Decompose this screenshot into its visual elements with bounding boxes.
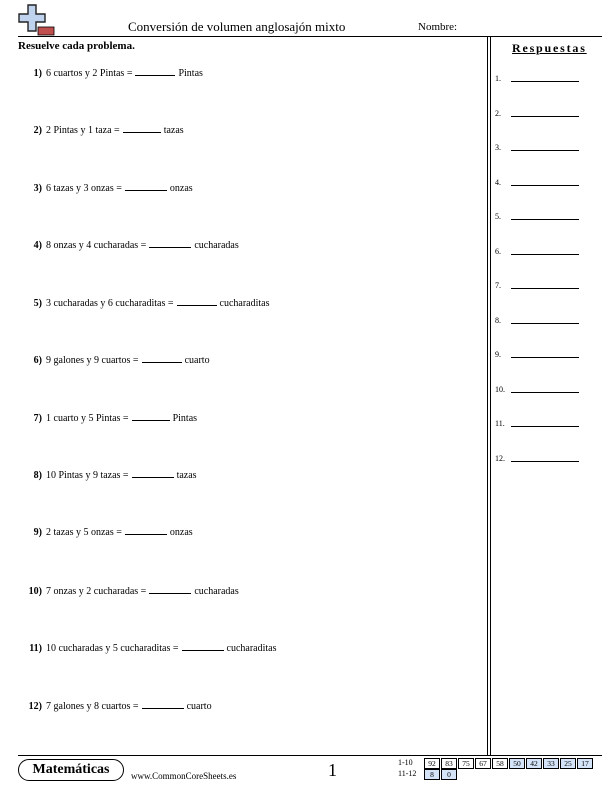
problem-text: 7 onzas y 2 cucharadas = bbox=[46, 586, 147, 597]
problem-number: 4) bbox=[33, 240, 42, 251]
problem-item bbox=[18, 123, 184, 136]
answer-label: 4. bbox=[495, 177, 501, 187]
problem-item bbox=[18, 353, 210, 366]
answer-label: 3. bbox=[495, 143, 501, 152]
answer-label: 6. bbox=[495, 246, 501, 256]
answer-line[interactable] bbox=[511, 81, 579, 82]
problem-unit: cuarto bbox=[186, 701, 212, 712]
problem-item bbox=[18, 66, 203, 79]
problem-item bbox=[18, 296, 270, 309]
problem-unit: onzas bbox=[169, 527, 193, 538]
problem-item bbox=[18, 181, 193, 194]
score-row-label: 11-12 bbox=[398, 769, 417, 778]
footer-rule bbox=[18, 755, 602, 756]
answer-blank[interactable] bbox=[142, 353, 182, 363]
problem-item bbox=[18, 468, 197, 481]
problem-text: 10 cucharadas y 5 cucharaditas = bbox=[46, 643, 179, 654]
score-cell: 67 bbox=[475, 758, 491, 769]
score-cell: 58 bbox=[492, 758, 508, 769]
problem-number: 2) bbox=[33, 125, 42, 136]
answer-label: 5. bbox=[495, 212, 501, 221]
problem-unit: Pintas bbox=[178, 68, 203, 79]
score-cell: 33 bbox=[543, 758, 559, 769]
page-title: Conversión de volumen anglosajón mixto bbox=[128, 19, 346, 34]
brand-badge: Matemáticas bbox=[18, 759, 124, 781]
name-label: Nombre: bbox=[418, 21, 458, 33]
problem-text: 7 galones y 8 cuartos = bbox=[46, 701, 139, 712]
answer-label: 10. bbox=[495, 384, 505, 394]
answer-blank[interactable] bbox=[149, 238, 191, 248]
answer-label: 7. bbox=[495, 281, 501, 290]
problem-item bbox=[18, 238, 239, 251]
problem-number: 5) bbox=[33, 298, 42, 309]
problem-text: 8 onzas y 4 cucharadas = bbox=[46, 240, 147, 251]
column-divider bbox=[490, 37, 491, 755]
problem-number: 9) bbox=[33, 527, 42, 538]
problem-number: 6) bbox=[33, 355, 42, 366]
problem-item bbox=[18, 411, 197, 424]
answer-label: 12. bbox=[495, 453, 505, 463]
answer-line[interactable] bbox=[511, 392, 579, 393]
problem-item bbox=[18, 699, 212, 712]
problem-text: 2 Pintas y 1 taza = bbox=[46, 125, 120, 136]
problem-item bbox=[18, 584, 239, 597]
answer-line[interactable] bbox=[511, 288, 579, 289]
answer-line[interactable] bbox=[511, 254, 579, 255]
answer-line[interactable] bbox=[511, 116, 579, 117]
answer-blank[interactable] bbox=[125, 181, 167, 191]
score-cell: 42 bbox=[526, 758, 542, 769]
answer-blank[interactable] bbox=[132, 411, 170, 421]
answers-title: Respuestas bbox=[512, 41, 587, 55]
problem-unit: Pintas bbox=[172, 413, 198, 424]
header-rule bbox=[18, 36, 602, 37]
problem-number: 8) bbox=[33, 470, 42, 481]
score-cell: 8 bbox=[424, 769, 440, 780]
answer-line[interactable] bbox=[511, 219, 579, 220]
score-cell: 83 bbox=[441, 758, 457, 769]
answer-line[interactable] bbox=[511, 185, 579, 186]
problem-text: 6 tazas y 3 onzas = bbox=[46, 183, 122, 194]
problem-number: 3) bbox=[33, 183, 42, 194]
problem-unit: cucharadas bbox=[194, 240, 239, 251]
answer-blank[interactable] bbox=[125, 525, 167, 535]
answer-line[interactable] bbox=[511, 150, 579, 151]
answer-line[interactable] bbox=[511, 461, 579, 462]
score-cell: 92 bbox=[424, 758, 440, 769]
problem-number: 11) bbox=[29, 643, 42, 654]
answer-label: 8. bbox=[495, 315, 501, 325]
answer-label: 9. bbox=[495, 350, 501, 359]
site-url: www.CommonCoreSheets.es bbox=[131, 771, 237, 781]
problem-text: 3 cucharadas y 6 cucharaditas = bbox=[46, 298, 174, 309]
instructions: Resuelve cada problema. bbox=[18, 40, 135, 52]
problem-text: 2 tazas y 5 onzas = bbox=[46, 527, 122, 538]
score-row-label: 1-10 bbox=[398, 758, 413, 767]
problem-unit: onzas bbox=[169, 183, 193, 194]
score-cell: 25 bbox=[560, 758, 576, 769]
answer-line[interactable] bbox=[511, 426, 579, 427]
answer-blank[interactable] bbox=[177, 296, 217, 306]
problem-unit: cuarto bbox=[184, 355, 210, 366]
answer-blank[interactable] bbox=[132, 468, 174, 478]
problem-text: 9 galones y 9 cuartos = bbox=[46, 355, 139, 366]
answer-blank[interactable] bbox=[123, 123, 161, 133]
problem-item bbox=[18, 641, 277, 654]
problem-unit: cucharaditas bbox=[226, 643, 277, 654]
score-cell: 50 bbox=[509, 758, 525, 769]
page-number: 1 bbox=[328, 760, 337, 780]
problem-text: 6 cuartos y 2 Pintas = bbox=[46, 68, 133, 79]
answer-label: 11. bbox=[495, 419, 505, 428]
answer-label: 2. bbox=[495, 108, 501, 118]
column-divider bbox=[487, 37, 488, 755]
problem-number: 7) bbox=[33, 413, 42, 424]
answer-blank[interactable] bbox=[149, 584, 191, 594]
problem-text: 1 cuarto y 5 Pintas = bbox=[46, 413, 129, 424]
answer-blank[interactable] bbox=[135, 66, 175, 76]
score-cell: 75 bbox=[458, 758, 474, 769]
problem-unit: cucharadas bbox=[194, 586, 239, 597]
score-cell: 0 bbox=[441, 769, 457, 780]
answer-blank[interactable] bbox=[182, 641, 224, 651]
problem-number: 12) bbox=[28, 701, 42, 712]
problem-item bbox=[18, 525, 193, 538]
score-cell: 17 bbox=[577, 758, 593, 769]
answer-label: 1. bbox=[495, 74, 501, 83]
problem-text: 10 Pintas y 9 tazas = bbox=[46, 470, 129, 481]
problem-number: 1) bbox=[33, 68, 42, 79]
answer-line[interactable] bbox=[511, 357, 579, 358]
plus-logo-icon bbox=[18, 4, 56, 36]
problem-unit: cucharaditas bbox=[219, 298, 270, 309]
answer-blank[interactable] bbox=[142, 699, 184, 709]
problem-unit: tazas bbox=[176, 470, 197, 481]
problem-unit: tazas bbox=[163, 125, 184, 136]
problem-number: 10) bbox=[28, 586, 42, 597]
answer-line[interactable] bbox=[511, 323, 579, 324]
